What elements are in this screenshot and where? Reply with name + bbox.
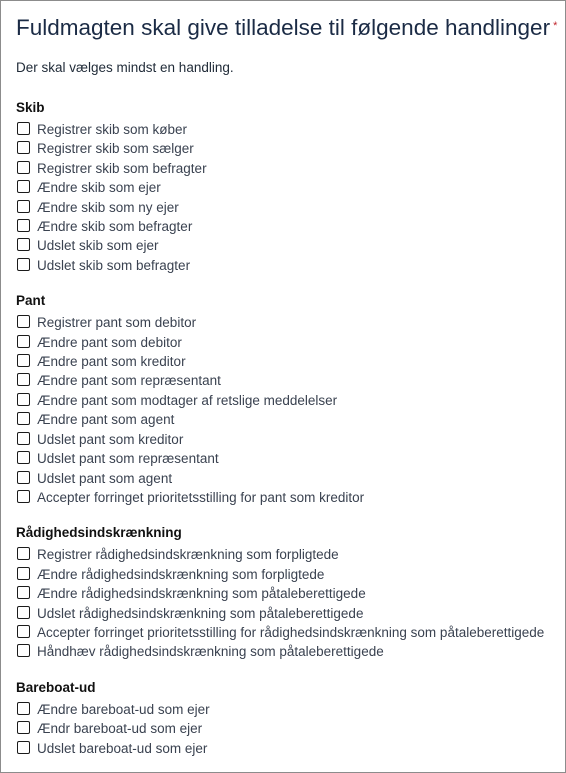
checkbox-label[interactable]: Ændre skib som ny ejer [37,199,179,215]
checkbox-label[interactable]: Registrer pant som debitor [37,315,197,331]
checkbox[interactable] [17,702,30,715]
checkbox[interactable] [17,412,30,425]
checkbox-label[interactable]: Ændre pant som modtager af retslige meddelelser [37,392,338,408]
checkbox[interactable] [17,471,30,484]
checkbox-label[interactable]: Ændr bareboat-ud som ejer [37,721,203,737]
checkbox-option[interactable] [16,545,555,564]
checkbox-option[interactable] [16,313,555,332]
checkbox-option[interactable] [16,198,555,217]
checkbox-option[interactable] [16,371,555,390]
checkbox-label[interactable]: Udslet pant som repræsentant [37,451,219,467]
checkbox-option[interactable] [16,217,555,236]
checkbox-option[interactable] [16,642,555,661]
checkbox-label[interactable]: Håndhæv rådighedsindskrænkning som påtaleberettigede [37,644,384,660]
checkbox[interactable] [17,354,30,367]
checkbox-label[interactable]: Ændre skib som befragter [37,219,193,235]
checkbox[interactable] [17,335,30,348]
form-title [16,11,558,43]
checkbox[interactable] [17,547,30,560]
checkbox[interactable] [17,200,30,213]
checkbox-option[interactable] [16,584,555,603]
checkbox-option[interactable] [16,700,555,719]
checkbox[interactable] [17,161,30,174]
checkbox[interactable] [17,258,30,271]
checkbox-label[interactable]: Ændre rådighedsindskrænkning som forpligtede [37,566,325,582]
checkbox[interactable] [17,625,30,638]
checkbox[interactable] [17,180,30,193]
checkbox-label[interactable]: Registrer skib som sælger [37,141,194,157]
checkbox-option[interactable] [16,430,555,449]
section-1 [16,292,555,507]
checkbox-option[interactable] [16,159,555,178]
section-title: Skib [16,100,45,115]
checkbox-option[interactable] [16,256,555,275]
checkbox-label[interactable]: Ændre pant som repræsentant [37,373,221,389]
checkbox-label[interactable]: Ændre pant som agent [37,412,175,428]
section-title: Bareboat-ud [16,679,96,695]
checkbox-option[interactable] [16,488,555,507]
checkbox-option[interactable] [16,391,555,410]
checkbox[interactable] [17,567,30,580]
checkbox-option[interactable] [16,623,555,642]
checkbox[interactable] [17,586,30,599]
checkbox-label[interactable]: Registrer rådighedsindskrænkning som forpligtede [37,547,339,563]
checkbox[interactable] [17,741,30,754]
section-0 [16,99,555,275]
checkbox-label[interactable]: Ændre pant som kreditor [37,354,186,370]
checkbox[interactable] [17,451,30,464]
checkbox-label[interactable]: Udslet bareboat-ud som ejer [37,740,208,756]
checkbox-option[interactable] [16,719,555,738]
required-marker: * [553,20,558,32]
checkbox-option[interactable] [16,178,555,197]
form-hint: Der skal vælges mindst en handling. [16,60,234,75]
checkbox[interactable] [17,644,30,657]
checkbox-option[interactable] [16,410,555,429]
checkbox-option[interactable] [16,236,555,255]
checkbox[interactable] [17,122,30,135]
permissions-form [16,11,558,758]
checkbox-label[interactable]: Registrer skib som befragter [37,160,207,176]
section-title: Rådighedsindskrænkning [16,525,182,541]
checkbox-label[interactable]: Ændre bareboat-ud som ejer [37,701,210,717]
checkbox-label[interactable]: Registrer skib som køber [37,122,188,137]
checkbox[interactable] [17,238,30,251]
checkbox[interactable] [17,373,30,386]
section-2 [16,524,555,661]
checkbox-label[interactable]: Udslet skib som befragter [37,257,191,273]
checkbox-option[interactable] [16,139,555,158]
checkbox[interactable] [17,393,30,406]
checkbox-label[interactable]: Udslet pant som kreditor [37,431,184,447]
sections-container [16,99,555,758]
checkbox-option[interactable] [16,449,555,468]
checkbox-option[interactable] [16,739,555,758]
checkbox[interactable] [17,606,30,619]
checkbox[interactable] [17,219,30,232]
checkbox-option[interactable] [16,565,555,584]
checkbox[interactable] [17,141,30,154]
checkbox[interactable] [17,490,30,503]
checkbox-label[interactable]: Udslet skib som ejer [37,238,159,254]
checkbox-option[interactable] [16,604,555,623]
checkbox[interactable] [17,721,30,734]
section-title: Pant [16,293,46,309]
form-title-text: Fuldmagten skal give tilladelse til følgende handlinger [16,15,551,40]
checkbox-label[interactable]: Accepter forringet prioritetsstilling for pant som kreditor [37,489,365,505]
checkbox[interactable] [17,315,30,328]
checkbox-label[interactable]: Udslet rådighedsindskrænkning som påtaleberettigede [37,605,364,621]
checkbox-option[interactable] [16,469,555,488]
checkbox-label[interactable]: Ændre rådighedsindskrænkning som påtaleberettigede [37,586,366,602]
checkbox-option[interactable] [16,120,555,139]
checkbox-label[interactable]: Accepter forringet prioritetsstilling for rådighedsindskrænkning som påtaleberettigede [37,624,545,640]
checkbox-option[interactable] [16,352,555,371]
section-3 [16,679,555,758]
checkbox-label[interactable]: Ændre skib som ejer [37,180,161,196]
checkbox[interactable] [17,432,30,445]
checkbox-label[interactable]: Udslet pant som agent [37,470,173,486]
checkbox-option[interactable] [16,333,555,352]
checkbox-label[interactable]: Ændre pant som debitor [37,334,182,350]
